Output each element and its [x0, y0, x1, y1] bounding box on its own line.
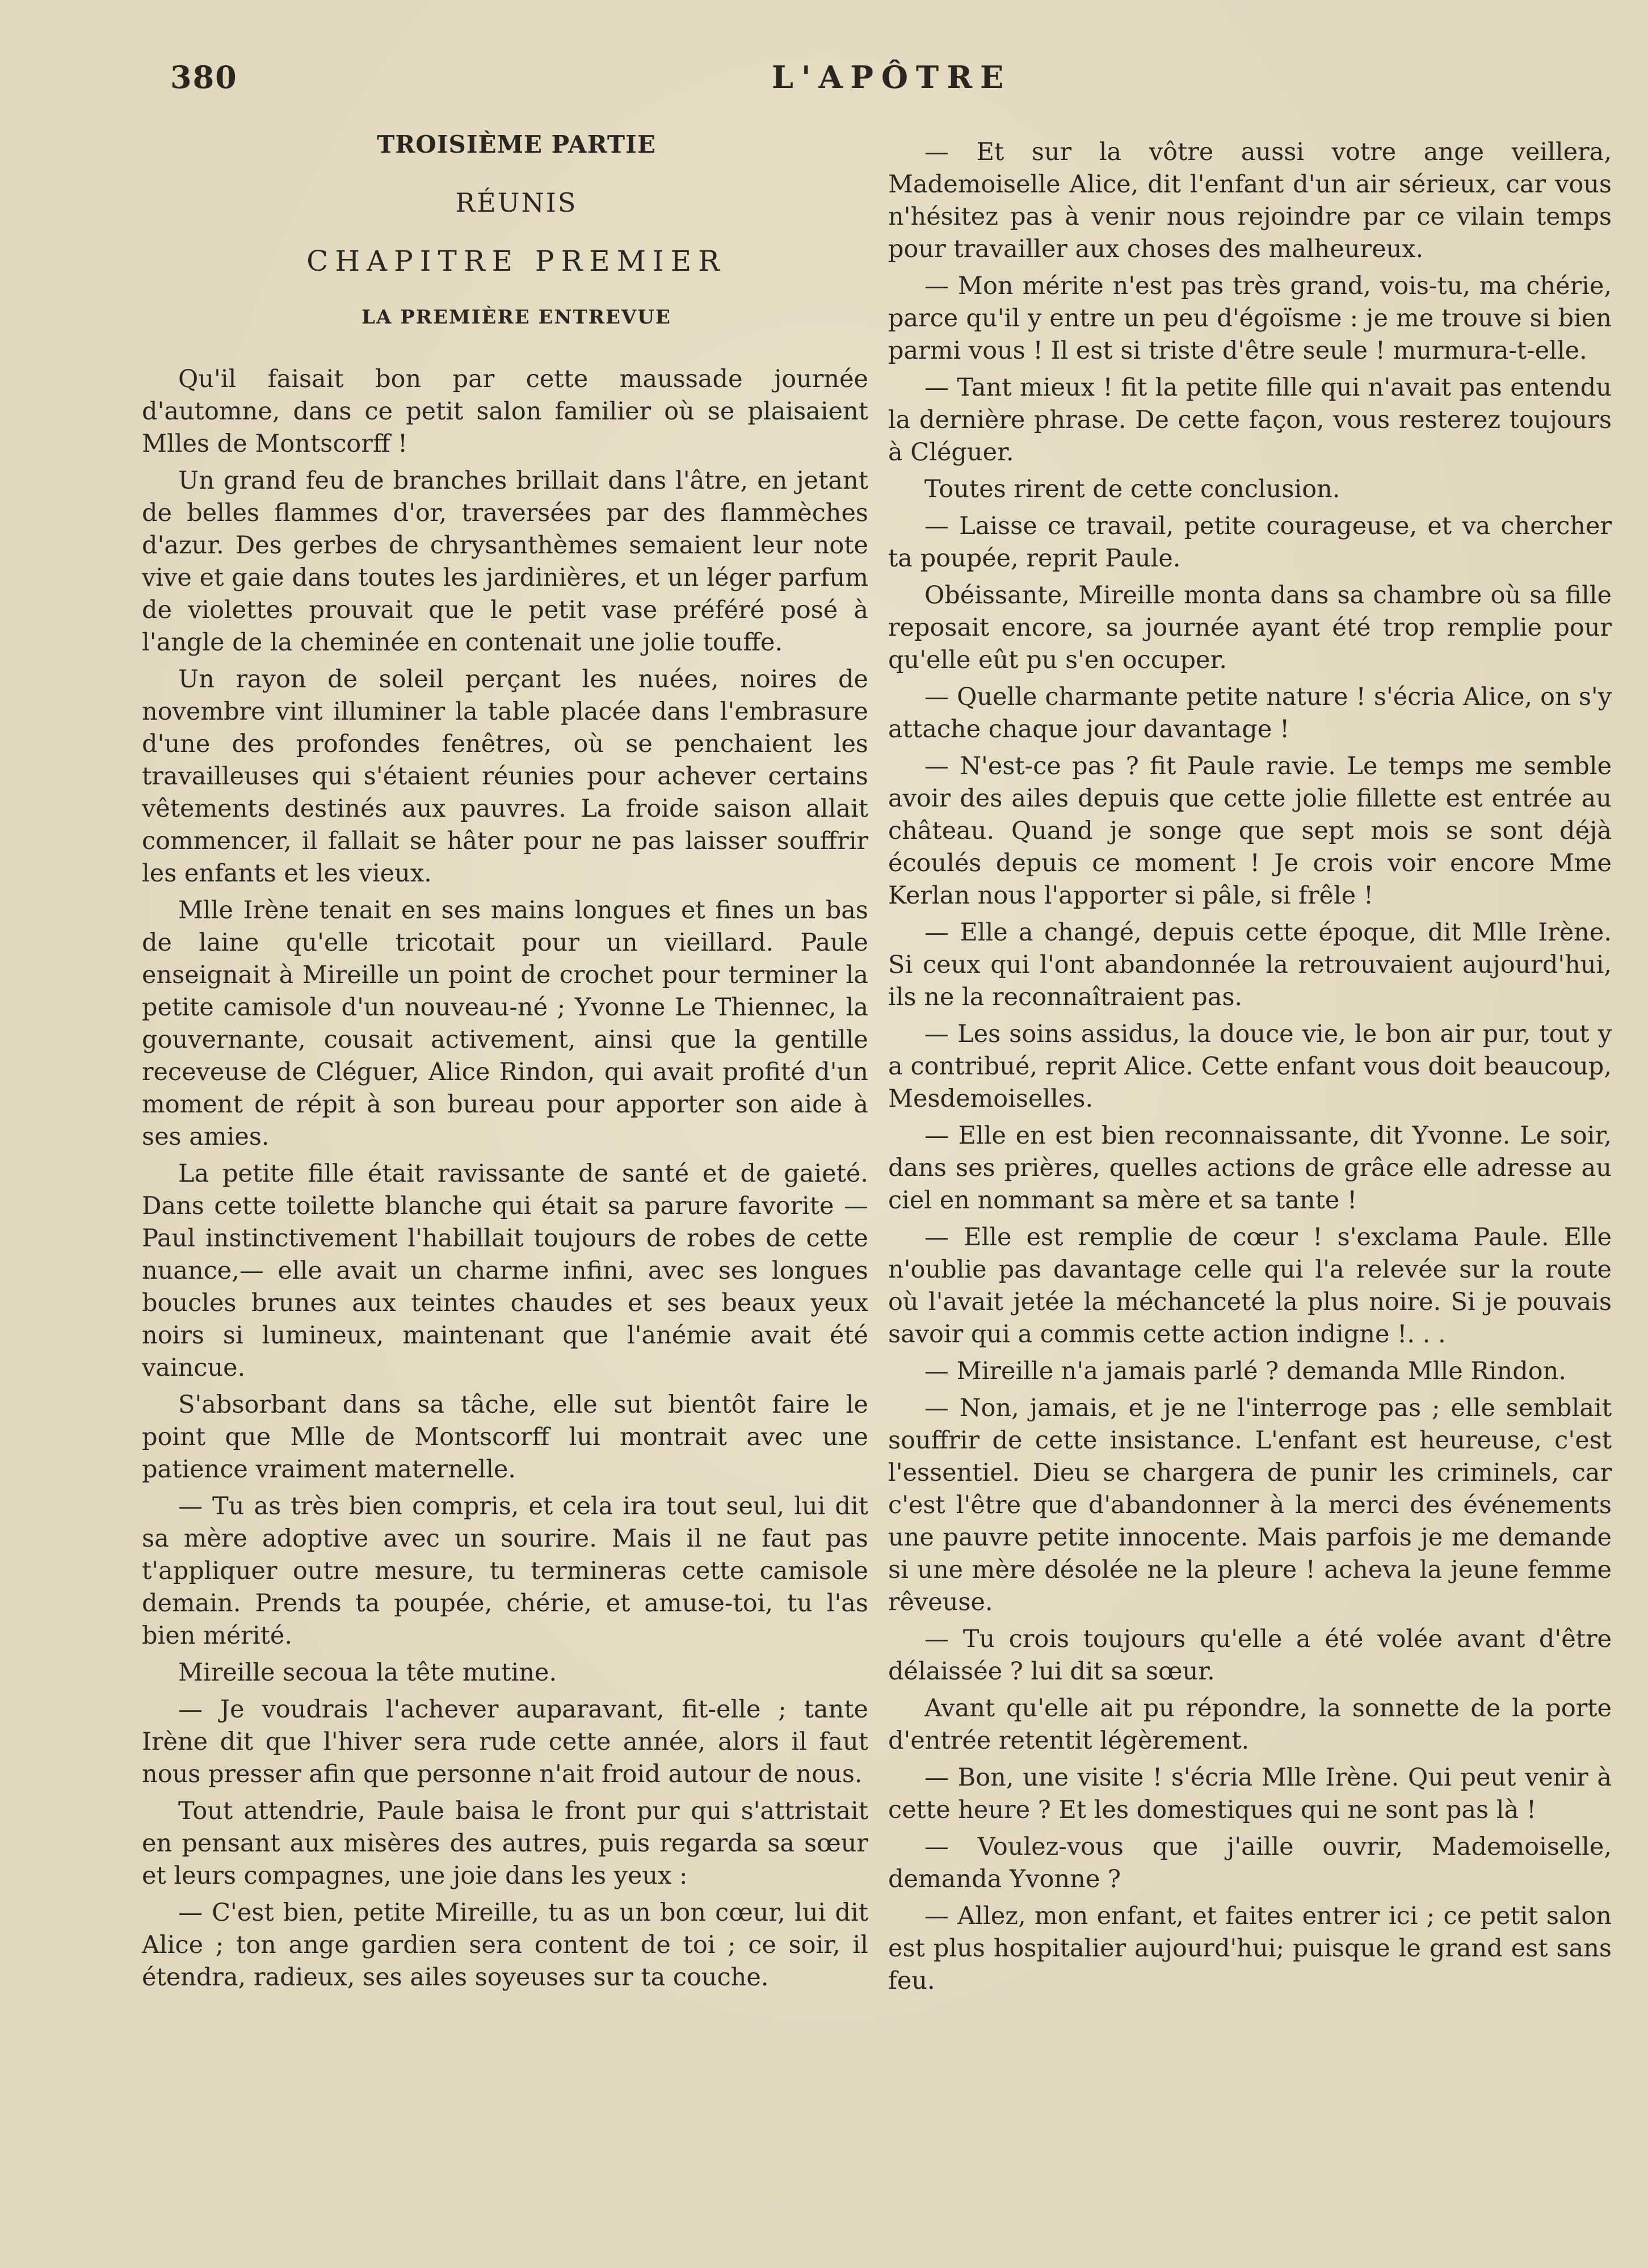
paragraph: — Et sur la vôtre aussi votre ange veillera, Mademoiselle Alice, dit l'enfant d'un air sérieux, car vous n'hésitez pas à venir nous rejoindre par ce vilain temps pour travailler aux choses des malheureux. — [888, 138, 1612, 263]
paragraph: — Quelle charmante petite nature ! s'écria Alice, on s'y attache chaque jour davantage ! — [888, 683, 1612, 744]
paragraph: — Elle en est bien reconnaissante, dit Yvonne. Le soir, dans ses prières, quelles actions de grâce elle adresse au ciel en nommant sa mère et sa tante ! — [888, 1122, 1612, 1215]
paragraph: Obéissante, Mireille monta dans sa chambre où sa fille reposait encore, sa journée ayant été trop remplie pour qu'elle eût pu s'en occuper. — [888, 581, 1612, 674]
paragraph: — Elle a changé, depuis cette époque, dit Mlle Irène. Si ceux qui l'ont abandonnée la retrouvaient aujourd'hui, ils ne la reconnaîtraient pas. — [888, 918, 1612, 1011]
paragraph: — C'est bien, petite Mireille, tu as un bon cœur, lui dit Alice ; ton ange gardien sera content de toi ; ce soir, il étendra, radieux, ses ailes soyeuses sur ta couche. — [142, 1899, 868, 1992]
part-title: TROISIÈME PARTIE — [377, 131, 656, 158]
paragraph: Mireille secoua la tête mutine. — [178, 1658, 557, 1687]
paragraph: Toutes rirent de cette conclusion. — [924, 475, 1340, 503]
paragraph: — Bon, une visite ! s'écria Mlle Irène. Qui peut venir à cette heure ? Et les domestiques qui ne sont pas là ! — [888, 1763, 1612, 1824]
paragraph: — N'est-ce pas ? fit Paule ravie. Le temps me semble avoir des ailes depuis que cette jolie fillette est entrée au château. Quand je songe que sept mois se sont déjà écoulés depuis ce moment ! Je crois voir encore Mme Kerlan nous l'apporter si pâle, si frêle ! — [888, 752, 1612, 910]
section-title: RÉUNIS — [455, 187, 578, 218]
paragraph: — Voulez-vous que j'aille ouvrir, Mademoiselle, demanda Yvonne ? — [888, 1833, 1612, 1893]
paragraph: — Mon mérite n'est pas très grand, vois-tu, ma chérie, parce qu'il y entre un peu d'égoïsme : je me trouve si bien parmi vous ! Il est si triste d'être seule ! murmura-t-elle. — [888, 272, 1612, 365]
paragraph: Tout attendrie, Paule baisa le front pur qui s'attristait en pensant aux misères des autres, puis regarda sa sœur et leurs compagnes, une joie dans les yeux : — [142, 1797, 868, 1890]
paragraph: — Tu as très bien compris, et cela ira tout seul, lui dit sa mère adoptive avec un sourire. Mais il ne faut pas t'appliquer outre mesure, tu termineras cette camisole demain. Prends ta poupée, chérie, et amuse-toi, tu l'as bien mérité. — [142, 1492, 868, 1650]
paragraph: — Mireille n'a jamais parlé ? demanda Mlle Rindon. — [924, 1357, 1566, 1385]
running-title: L'APÔTRE — [772, 59, 1012, 95]
paragraph: Un rayon de soleil perçant les nuées, noires de novembre vint illuminer la table placée dans l'embrasure d'une des profondes fenêtres, où se penchaient les travailleuses qui s'étaient réunies pour achever certains vêtements destinés aux pauvres. La froide saison allait commencer, il fallait se hâter pour ne pas laisser souffrir les enfants et les vieux. — [142, 665, 868, 888]
paragraph: — Tu crois toujours qu'elle a été volée avant d'être délaissée ? lui dit sa sœur. — [888, 1625, 1612, 1686]
paragraph: La petite fille était ravissante de santé et de gaieté. Dans cette toilette blanche qui était sa parure favorite — Paul instinctivement l'habillait toujours de robes de cette nuance,— elle avait un charme infini, avec ses longues boucles brunes aux teintes chaudes et ses beaux yeux noirs si lumineux, maintenant que l'anémie avait été vaincue. — [142, 1160, 868, 1382]
chapter-subtitle: LA PREMIÈRE ENTREVUE — [361, 306, 671, 329]
paragraph: Mlle Irène tenait en ses mains longues et fines un bas de laine qu'elle tricotait pour un vieillard. Paule enseignait à Mireille un point de crochet pour terminer la petite camisole d'un nouveau-né ; Yvonne Le Thiennec, la gouvernante, cousait activement, ainsi que la gentille receveuse de Cléguer, Alice Rindon, qui avait profité d'un moment de répit à son bureau pour apporter son aide à ses amies. — [142, 896, 868, 1151]
page-number: 380 — [170, 59, 238, 95]
paragraph: Qu'il faisait bon par cette maussade journée d'automne, dans ce petit salon familier où se plaisaient Mlles de Montscorff ! — [142, 365, 868, 458]
paragraph: Avant qu'elle ait pu répondre, la sonnette de la porte d'entrée retentit légèrement. — [888, 1694, 1612, 1755]
paragraph: — Je voudrais l'achever auparavant, fit-elle ; tante Irène dit que l'hiver sera rude cette année, alors il faut nous presser afin que personne n'ait froid autour de nous. — [142, 1695, 868, 1788]
paragraph: S'absorbant dans sa tâche, elle sut bientôt faire le point que Mlle de Montscorff lui montrait avec une patience vraiment maternelle. — [142, 1391, 868, 1484]
paragraph: — Elle est remplie de cœur ! s'exclama Paule. Elle n'oublie pas davantage celle qui l'a relevée sur la route où l'avait jetée la méchanceté la plus noire. Si je pouvais savoir qui a commis cette action indigne !. . . — [888, 1223, 1612, 1349]
paragraph: — Allez, mon enfant, et faites entrer ici ; ce petit salon est plus hospitalier aujourd'hui; puisque le grand est sans feu. — [888, 1902, 1612, 1995]
paragraph: — Les soins assidus, la douce vie, le bon air pur, tout y a contribué, reprit Alice. Cette enfant vous doit beaucoup, Mesdemoiselles. — [888, 1020, 1612, 1113]
left-column — [142, 128, 868, 1998]
paragraph: — Laisse ce travail, petite courageuse, et va chercher ta poupée, reprit Paule. — [888, 512, 1612, 573]
chapter-title: CHAPITRE PREMIER — [306, 245, 726, 278]
right-column — [888, 136, 1612, 2002]
paragraph: — Non, jamais, et je ne l'interroge pas ; elle semblait souffrir de cette insistance. L'enfant est heureuse, c'est l'essentiel. Dieu se chargera de punir les criminels, car c'est l'être que d'abandonner à la merci des événements une pauvre petite innocente. Mais parfois je me demande si une mère désolée ne la pleure ! acheva la jeune femme rêveuse. — [888, 1394, 1612, 1616]
paragraph: Un grand feu de branches brillait dans l'âtre, en jetant de belles flammes d'or, traversées par des flammèches d'azur. Des gerbes de chrysanthèmes semaient leur note vive et gaie dans toutes les jardinières, et un léger parfum de violettes prouvait que le petit vase préféré posé à l'angle de la cheminée en contenait une jolie touffe. — [142, 467, 868, 657]
paragraph: — Tant mieux ! fit la petite fille qui n'avait pas entendu la dernière phrase. De cette façon, vous resterez toujours à Cléguer. — [888, 373, 1612, 467]
